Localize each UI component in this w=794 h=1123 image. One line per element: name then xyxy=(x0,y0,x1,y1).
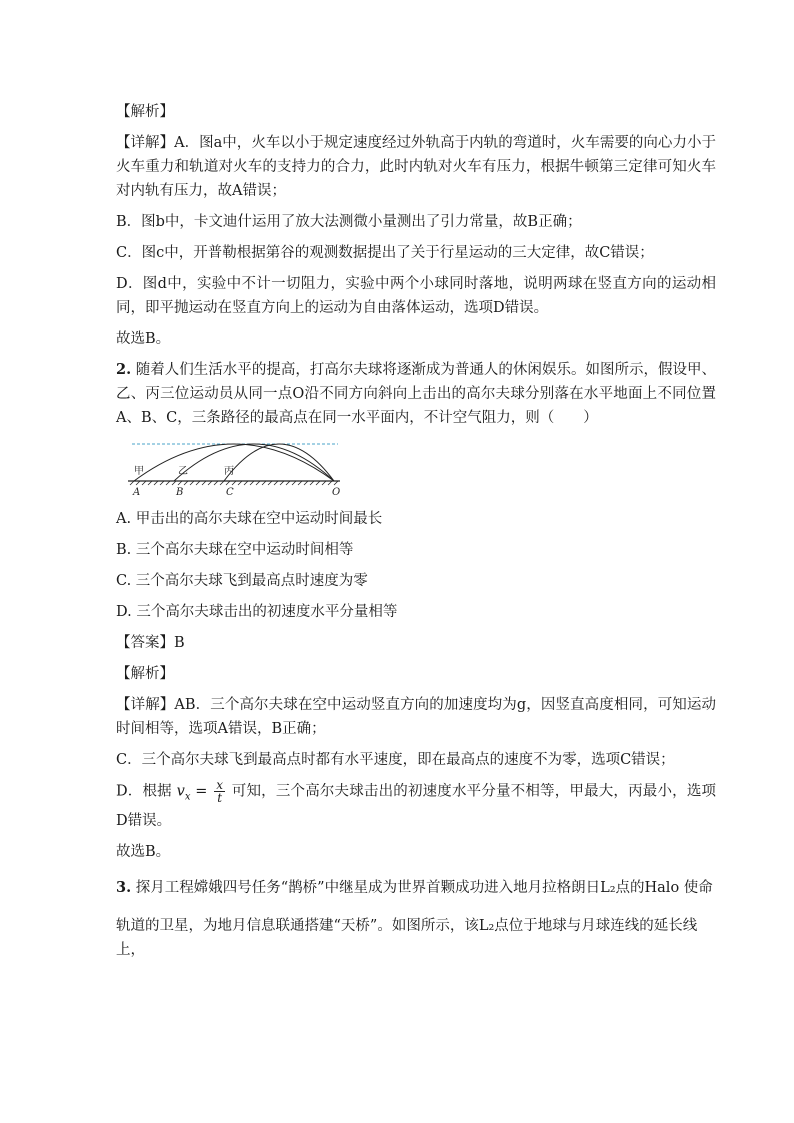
question-number: 2. xyxy=(116,361,132,378)
option-c: C. 三个高尔夫球飞到最高点时速度为零 xyxy=(116,573,368,589)
label-o: O xyxy=(332,487,341,497)
analysis-heading: 【解析】 xyxy=(116,104,174,120)
document-content xyxy=(116,100,716,969)
label-jia: 甲 xyxy=(134,466,144,477)
golf-trajectory-figure xyxy=(124,437,348,497)
option-b: B. 三个高尔夫球在空中运动时间相等 xyxy=(116,542,354,558)
formula-lhs: v xyxy=(176,783,185,800)
question-3-line2: 轨道的卫星，为地月信息联通搭建“天桥”。如图所示，该L₂点位于地球与月球连线的延长线上， xyxy=(116,918,698,959)
label-bing: 丙 xyxy=(224,466,234,477)
label-b: B xyxy=(176,487,184,497)
formula-fraction xyxy=(214,779,225,804)
trajectory-bing xyxy=(224,444,334,481)
conclusion-2: 故选B。 xyxy=(116,844,171,861)
detail-ab: 【详解】AB．三个高尔夫球在空中运动竖直方向的加速度均为g，因竖直高度相同，可知运动时间相等，选项A错误，B正确； xyxy=(116,697,716,737)
analysis-heading-2: 【解析】 xyxy=(116,666,174,682)
label-a: A xyxy=(133,487,141,497)
question-3-stem xyxy=(116,876,716,962)
formula-denominator: t xyxy=(217,791,223,805)
detail-a: 【详解】A．图a中，火车以小于规定速度经过外轨高于内轨的弯道时，火车需要的向心力小于火车重力和轨道对火车的支持力的合力，此时内轨对火车有压力，根据牛顿第三定律可知火车对内轨有压力，故A错误； xyxy=(116,135,716,199)
option-a: A. 甲击出的高尔夫球在空中运动时间最长 xyxy=(116,511,383,527)
detail-b: B．图b中，卡文迪什运用了放大法测微小量测出了引力常量，故B正确； xyxy=(116,214,582,230)
question-2-stem xyxy=(116,358,716,430)
detail-c: C．图c中，开普勒根据第谷的观测数据提出了关于行星运动的三大定律，故C错误； xyxy=(116,245,654,261)
question-text: 随着人们生活水平的提高，打高尔夫球将逐渐成为普通人的休闲娱乐。如图所示，假设甲、乙、丙三位运动员从同一点O沿不同方向斜向上击出的高尔夫球分别落在水平地面上不同位置A、B、C，三条路径的最高点在同一水平面内，不计空气阻力，则（ ） xyxy=(116,362,717,426)
formula-numerator: x xyxy=(216,778,223,792)
label-c: C xyxy=(226,487,234,497)
formula-eq: = xyxy=(190,783,213,800)
question-number-3: 3. xyxy=(116,879,132,897)
detail-d-suffix: 可知，三个高尔夫球击出的初速度水平分量不相等，甲最大，丙最小，选项D错误。 xyxy=(116,783,717,830)
ground-hatching xyxy=(130,481,338,485)
conclusion: 故选B。 xyxy=(116,331,171,347)
detail-d: D．图d中，实验中不计一切阻力，实验中两个小球同时落地，说明两球在竖直方向的运动相同，即平抛运动在竖直方向上的运动为自由落体运动，选项D错误。 xyxy=(116,276,716,316)
trajectory-yi xyxy=(174,444,334,481)
option-d: D. 三个高尔夫球击出的初速度水平分量相等 xyxy=(116,604,398,620)
answer: 【答案】B xyxy=(116,635,185,651)
trajectory-jia xyxy=(134,444,334,481)
formula-sub: x xyxy=(184,791,191,803)
question-3-line1: 探月工程嫦娥四号任务“鹊桥”中继星成为世界首颗成功进入地月拉格朗日L₂点的Halo 使命 xyxy=(135,880,713,897)
detail-d-2 xyxy=(116,779,716,833)
detail-d-prefix: D．根据 xyxy=(116,783,172,800)
label-yi: 乙 xyxy=(178,466,188,477)
trajectory-diagram xyxy=(124,437,348,497)
detail-c-2: C．三个高尔夫球飞到最高点时都有水平速度，即在最高点的速度不为零，选项C错误； xyxy=(116,752,675,768)
